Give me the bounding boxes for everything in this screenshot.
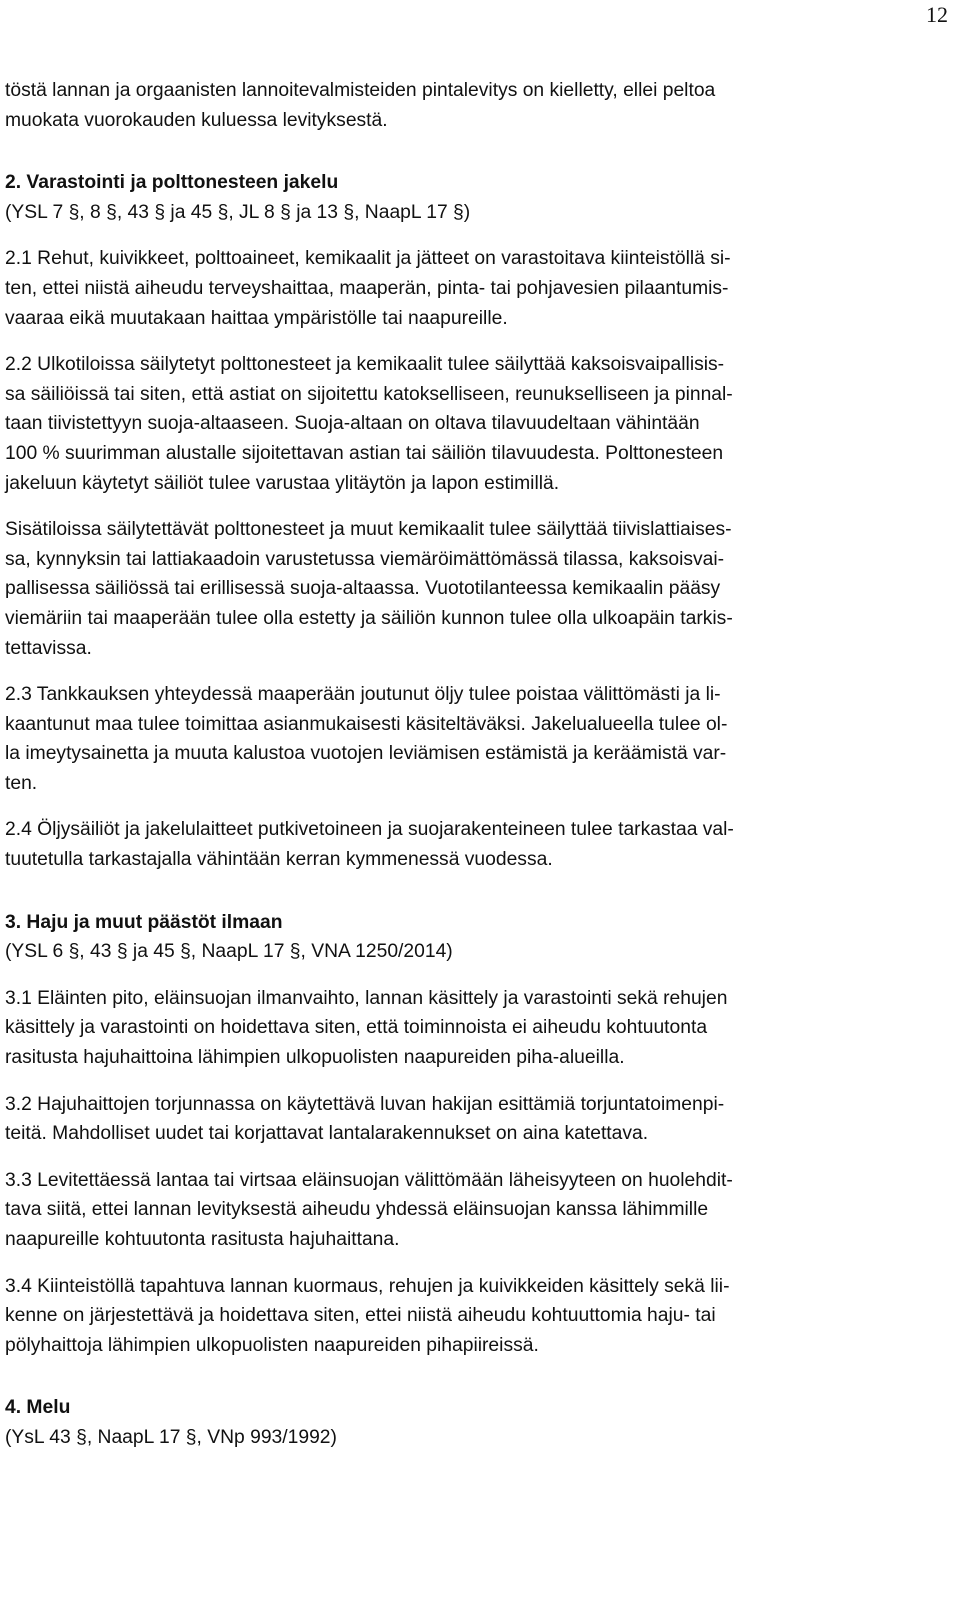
text-line: käsittely ja varastointi on hoidettava siten, että toiminnoista ei aiheudu kohtuutonta	[5, 1017, 708, 1039]
text-line: pölyhaittoja lähimpien ulkopuolisten naapureiden pihapiireissä.	[5, 1334, 539, 1356]
section-4-header	[5, 1393, 955, 1452]
paragraph-3-2	[5, 1090, 955, 1149]
paragraph-3-1	[5, 984, 955, 1073]
document-body	[5, 76, 955, 1453]
section-legal-reference: (YSL 7 §, 8 §, 43 § ja 45 §, JL 8 § ja 13 §, NaapL 17 §)	[5, 201, 471, 223]
section-heading: 3. Haju ja muut päästöt ilmaan	[5, 911, 283, 933]
text-line: 3.2 Hajuhaittojen torjunnassa on käytettävä luvan hakijan esittämiä torjuntatoimenpi-	[5, 1093, 725, 1115]
text-line: tuutetulla tarkastajalla vähintään kerran kymmenessä vuodessa.	[5, 849, 553, 871]
paragraph-2-2-indoor	[5, 515, 955, 663]
paragraph-3-4	[5, 1272, 955, 1361]
text-line: rasitusta hajuhaittoina lähimpien ulkopuolisten naapureiden piha-alueilla.	[5, 1047, 625, 1069]
section-heading: 4. Melu	[5, 1397, 71, 1419]
text-line: Sisätiloissa säilytettävät polttonesteet ja muut kemikaalit tulee säilyttää tiivislattiaises-	[5, 519, 732, 541]
text-line: teitä. Mahdolliset uudet tai korjattavat lantalarakennukset on aina katettava.	[5, 1123, 649, 1145]
paragraph-2-2	[5, 350, 955, 498]
text-line: 100 % suurimman alustalle sijoitettavan astian tai säiliön tilavuudesta. Polttonesteen	[5, 442, 724, 464]
text-line: 2.3 Tankkauksen yhteydessä maaperään joutunut öljy tulee poistaa välittömästi ja li-	[5, 684, 721, 706]
text-line: 2.2 Ulkotiloissa säilytetyt polttonesteet ja kemikaalit tulee säilyttää kaksoisvaipallisis-	[5, 354, 725, 376]
text-line: 3.1 Eläinten pito, eläinsuojan ilmanvaihto, lannan käsittely ja varastointi sekä rehujen	[5, 987, 728, 1009]
text-line: tettavissa.	[5, 637, 92, 659]
text-line: jakeluun käytetyt säiliöt tulee varustaa ylitäytön ja lapon estimillä.	[5, 472, 560, 494]
text-line: 3.4 Kiinteistöllä tapahtuva lannan kuormaus, rehujen ja kuivikkeiden käsittely sekä lii-	[5, 1275, 730, 1297]
text-line: la imeytysainetta ja muuta kalustoa vuotojen leviämisen estämistä ja keräämistä var-	[5, 743, 727, 765]
text-line: ten, ettei niistä aiheudu terveyshaittaa, maaperän, pinta- tai pohjavesien pilaantumis-	[5, 277, 729, 299]
text-line: kenne on järjestettävä ja hoidettava siten, ettei niistä aiheudu kohtuuttomia haju- tai	[5, 1305, 716, 1327]
section-legal-reference: (YsL 43 §, NaapL 17 §, VNp 993/1992)	[5, 1426, 337, 1448]
text-line: töstä lannan ja orgaanisten lannoitevalmisteiden pintalevitys on kielletty, ellei peltoa	[5, 80, 716, 101]
paragraph-3-3	[5, 1166, 955, 1255]
text-line: viemäriin tai maaperään tulee olla estetty ja säiliön kunnon tulee olla ulkoapäin tarkis-	[5, 607, 733, 629]
section-2-header	[5, 168, 955, 227]
text-line: kaantunut maa tulee toimittaa asianmukaisesti käsiteltäväksi. Jakelualueella tulee ol-	[5, 713, 728, 735]
text-line: naapureille kohtuutonta rasitusta hajuhaittana.	[5, 1229, 400, 1250]
page-number: 12	[926, 2, 948, 27]
section-heading: 2. Varastointi ja polttonesteen jakelu	[5, 172, 339, 194]
text-line: 3.3 Levitettäessä lantaa tai virtsaa eläinsuojan välittömään läheisyyteen on huolehdit-	[5, 1169, 733, 1191]
paragraph-2-4	[5, 815, 955, 874]
text-line: taan tiivistettyyn suoja-altaaseen. Suoja-altaan on oltava tilavuudeltaan vähintään	[5, 413, 700, 435]
text-line: ten.	[5, 772, 38, 794]
text-line: 2.4 Öljysäiliöt ja jakelulaitteet putkivetoineen ja suojarakenteineen tulee tarkastaa val-	[5, 819, 734, 841]
text-line: sa, kynnyksin tai lattiakaadoin varustetussa viemäröimättömässä tilassa, kaksoisvai-	[5, 548, 725, 570]
section-legal-reference: (YSL 6 §, 43 § ja 45 §, NaapL 17 §, VNA 1250/2014)	[5, 941, 453, 963]
text-line: muokata vuorokauden kuluessa levityksestä.	[5, 109, 388, 131]
intro-paragraph	[5, 76, 955, 135]
text-line: tava siitä, ettei lannan levityksestä aiheudu yhdessä eläinsuojan kanssa lähimmille	[5, 1199, 709, 1221]
section-3-header	[5, 908, 955, 967]
text-line: 2.1 Rehut, kuivikkeet, polttoaineet, kemikaalit ja jätteet on varastoitava kiinteistöllä si-	[5, 248, 731, 270]
text-line: vaaraa eikä muutakaan haittaa ympäristölle tai naapureille.	[5, 307, 508, 329]
text-line: sa säiliöissä tai siten, että astiat on sijoitettu katokselliseen, reunukselliseen ja pinnal-	[5, 383, 733, 405]
paragraph-2-1	[5, 244, 955, 333]
text-line: pallisessa säiliössä tai erillisessä suoja-altaassa. Vuototilanteessa kemikaalin pääsy	[5, 578, 721, 600]
paragraph-2-3	[5, 680, 955, 798]
